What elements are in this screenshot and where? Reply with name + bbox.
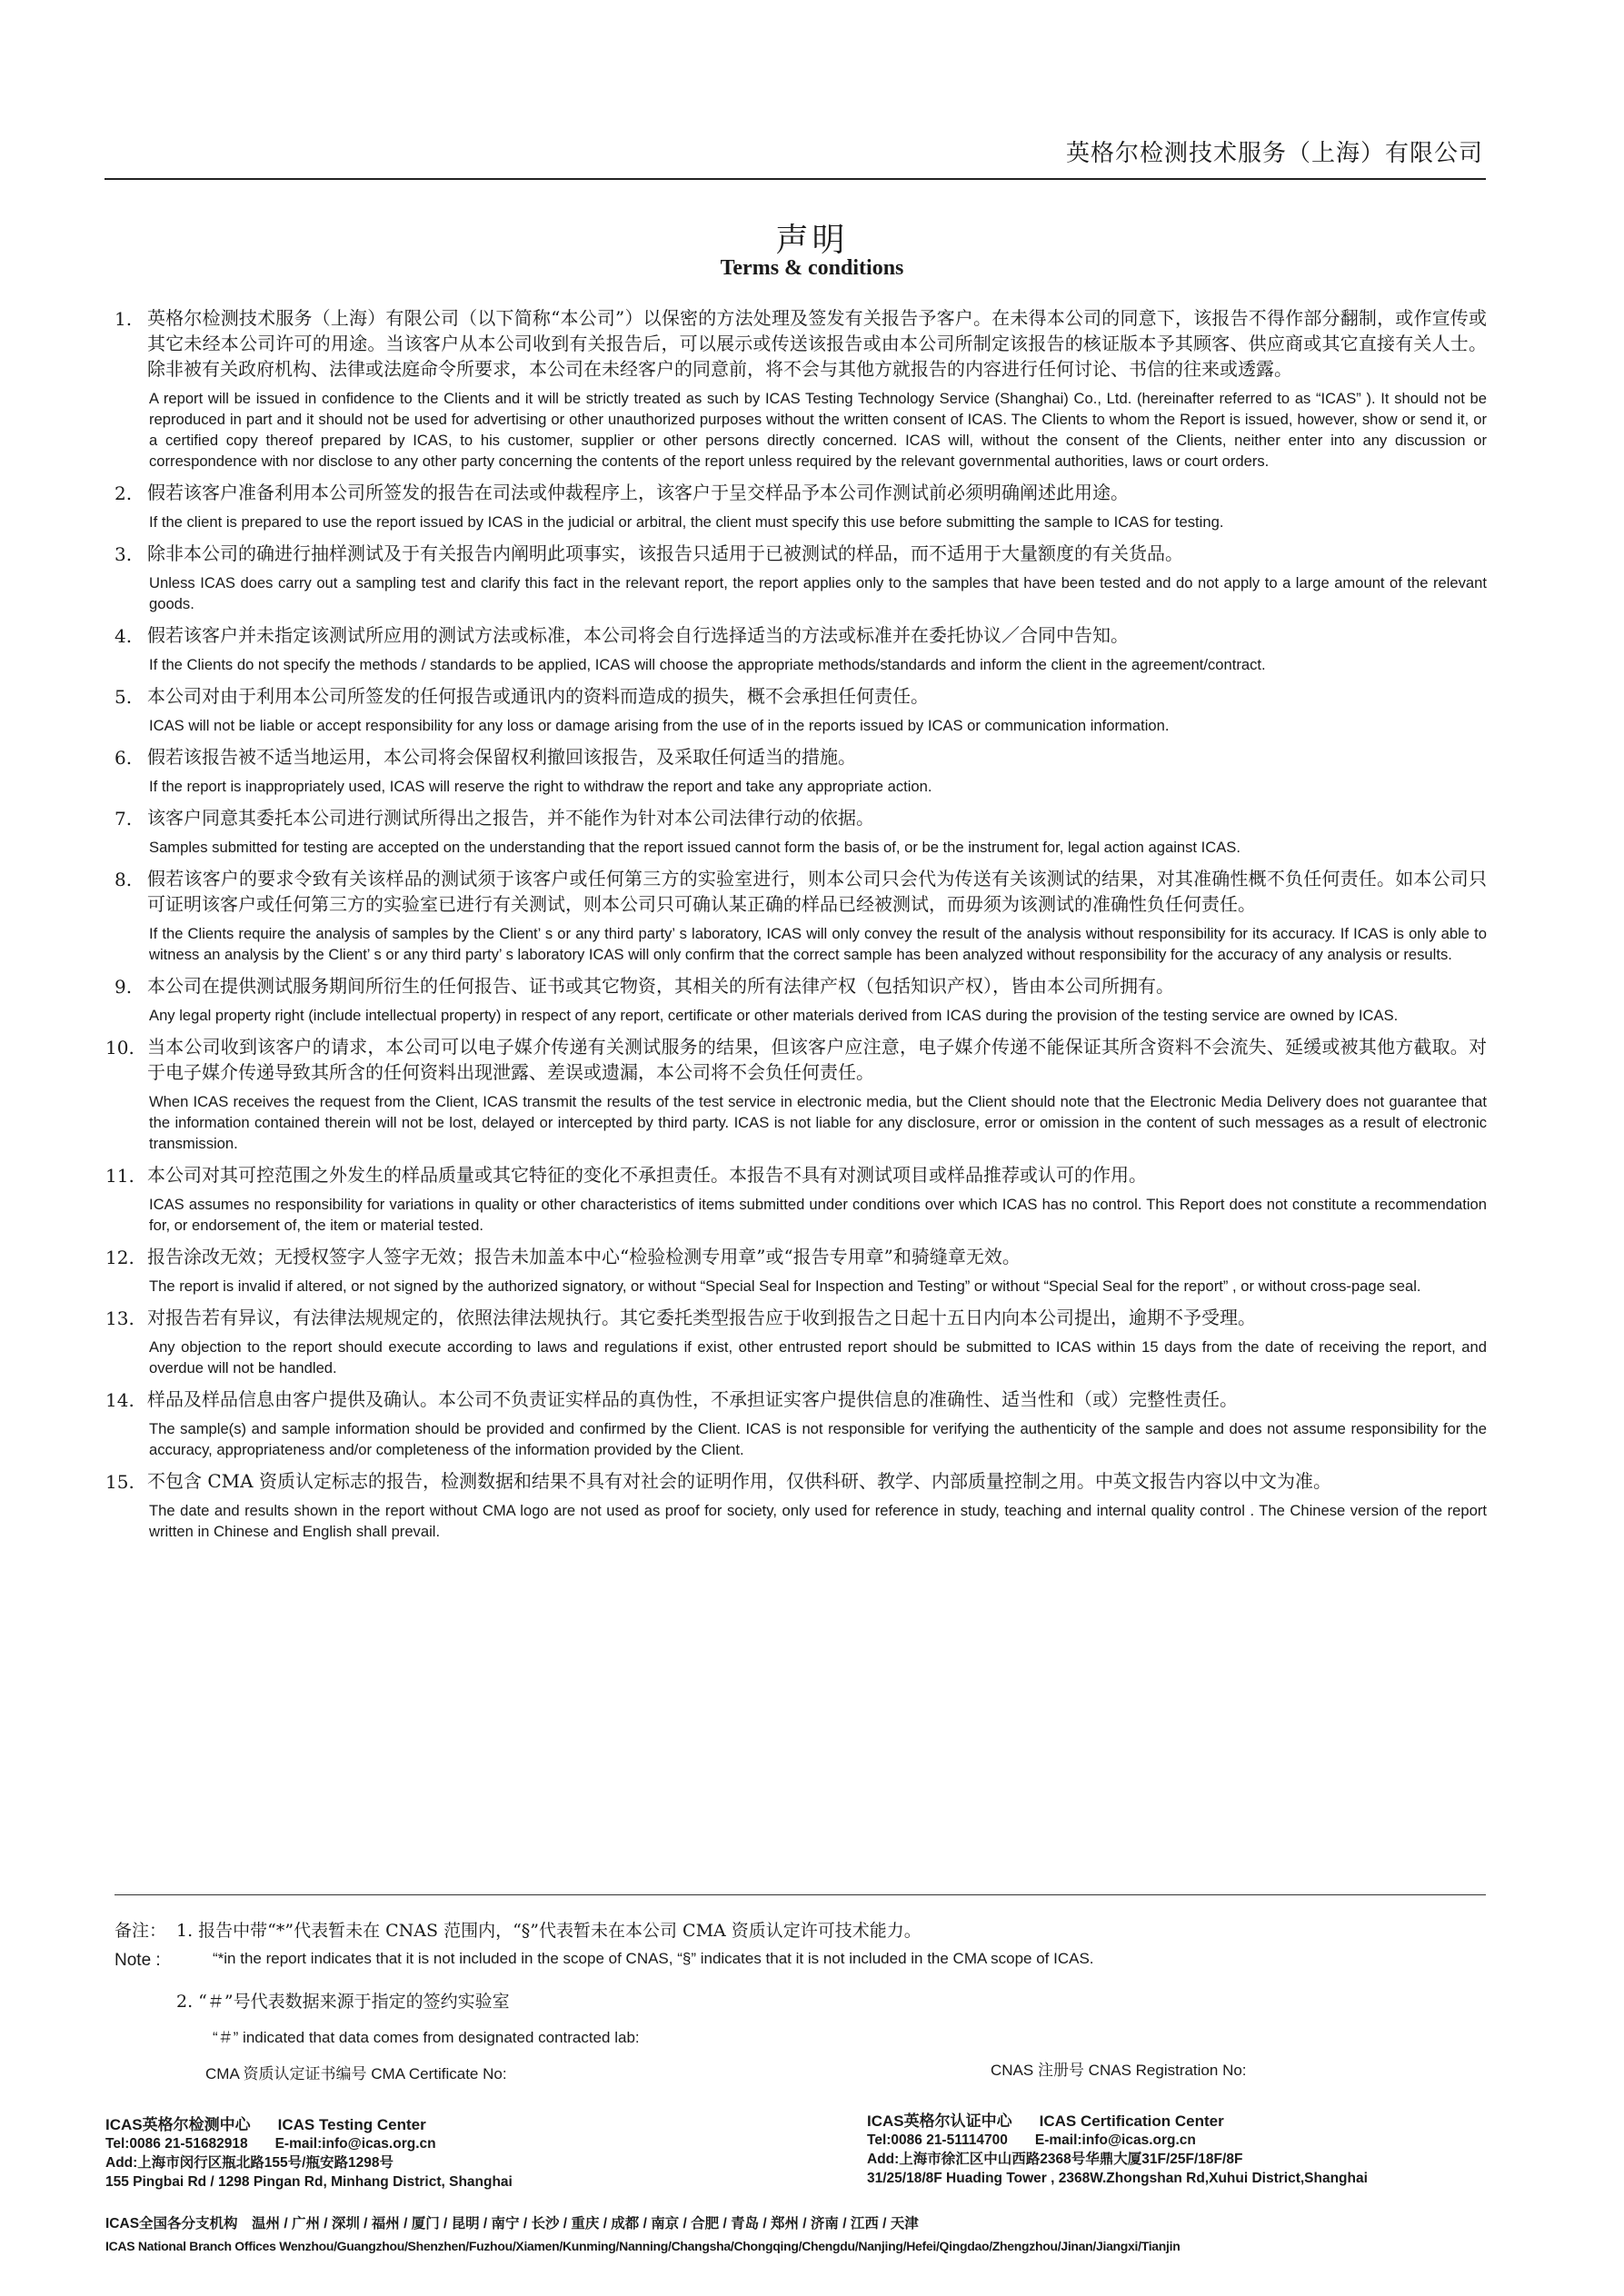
notes-divider <box>115 1894 1486 1895</box>
term-item <box>105 1162 1487 1236</box>
term-item <box>115 973 1487 1026</box>
term-number: 15. <box>105 1471 135 1493</box>
term-text-en: A report will be issued in confidence to the Clients and it will be strictly treated as such by ICAS Testing Technology Service (Shanghai) Co., Ltd. (hereinafter referred to as “ICAS” ). It should not be reproduced in part and it should not be used for advertising or other unauthorized purposes without the written consent of ICAS. The Clients to whom the Report is issued, however, show or send it, or a certified copy thereof prepared by ICAS, to his customer, supplier or other persons directly concerned. ICAS will, without the consent of the Clients, neither enter into any discussion or correspondence with nor disclose to any other party concerning the contents of the report unless required by the relevant governmental authorities, laws or court orders. <box>149 390 1487 470</box>
header-divider <box>105 178 1486 180</box>
branch-offices-cn: ICAS全国各分支机构 温州 / 广州 / 深圳 / 福州 / 厦门 / 昆明 / 南宁 / 长沙 / 重庆 / 成都 / 南京 / 合肥 / 青岛 / 郑州 / 济南 / 江西 / 天津 <box>105 2216 919 2231</box>
term-item <box>115 866 1487 965</box>
note-label-cn: 备注： <box>115 1921 167 1941</box>
note-2-cn: 2. “＃”号代表数据来源于指定的签约实验室 <box>176 1992 510 2012</box>
footer-certification-center <box>867 2112 1368 2188</box>
term-text-cn: 本公司对其可控范围之外发生的样品质量或其它特征的变化不承担责任。本报告不具有对测试项目或样品推荐或认可的作用。 <box>147 1164 1147 1186</box>
term-text-en: If the client is prepared to use the report issued by ICAS in the judicial or arbitral, the client must specify this use before submitting the sample to ICAS for testing. <box>149 513 1224 531</box>
term-item <box>115 744 1487 797</box>
term-number: 13. <box>105 1307 135 1329</box>
certification-center-address-cn: Add:上海市徐汇区中山西路2368号华鼎大厦31F/25F/18F/8F <box>867 2152 1243 2167</box>
testing-center-name-cn: ICAS英格尔检测中心 <box>105 2116 251 2133</box>
term-text-en: Unless ICAS does carry out a sampling test and clarify this fact in the relevant report, the report applies only to the samples that have been tested and do not apply to a large amount of the relevant goods. <box>149 574 1487 612</box>
term-item <box>115 683 1487 736</box>
term-number: 4. <box>115 625 133 647</box>
branch-offices-en: ICAS National Branch Offices Wenzhou/Guangzhou/Shenzhen/Fuzhou/Xiamen/Kunming/Nanning/Changsha/Chongqing/Chengdu/Nanjing/Hefei/Qingdao/Zhengzhou/Jinan/Jiangxi/Tianjin <box>105 2239 1181 2253</box>
testing-center-address-cn: Add:上海市闵行区瓶北路155号/瓶安路1298号 <box>105 2155 394 2171</box>
term-item <box>115 480 1487 532</box>
term-text-en: Samples submitted for testing are accepted on the understanding that the report issued cannot form the basis of, or be the instrument for, legal action against ICAS. <box>149 839 1240 856</box>
term-item <box>105 1034 1487 1154</box>
term-number: 7. <box>115 808 133 830</box>
testing-center-address-en: 155 Pingbai Rd / 1298 Pingan Rd, Minhang District, Shanghai <box>105 2174 513 2190</box>
term-number: 14. <box>105 1389 135 1411</box>
term-text-en: ICAS assumes no responsibility for variations in quality or other characteristics of items submitted under conditions over which ICAS has no control. This Report does not constitute a recommendation for, or endorsement of, the item or material tested. <box>149 1196 1487 1234</box>
terms-list <box>105 305 1487 1550</box>
term-text-cn: 样品及样品信息由客户提供及确认。本公司不负责证实样品的真伪性，不承担证实客户提供信息的准确性、适当性和（或）完整性责任。 <box>147 1388 1238 1410</box>
note-2-en: “＃” indicated that data comes from designated contracted lab: <box>213 2029 640 2046</box>
term-text-cn: 该客户同意其委托本公司进行测试所得出之报告，并不能作为针对本公司法律行动的依据。 <box>147 807 874 829</box>
term-number: 5. <box>115 686 133 708</box>
term-text-cn: 英格尔检测技术服务（上海）有限公司（以下简称“本公司”）以保密的方法处理及签发有关报告予客户。在未得本公司的同意下，该报告不得作部分翻制，或作宣传或其它未经本公司许可的用途。当该客户从本公司收到有关报告后，可以展示或传送该报告或由本公司所制定该报告的核证版本予其顾客、供应商或其它直接有关人士。除非被有关政府机构、法律或法庭命令所要求，本公司在未经客户的同意前，将不会与其他方就报告的内容进行任何讨论、书信的往来或透露。 <box>147 307 1487 380</box>
term-item <box>115 305 1487 472</box>
term-item <box>115 622 1487 675</box>
testing-center-email: E-mail:info@icas.org.cn <box>274 2136 436 2152</box>
testing-center-name-en: ICAS Testing Center <box>277 2116 426 2133</box>
term-number: 3. <box>115 543 133 565</box>
certification-center-email: E-mail:info@icas.org.cn <box>1034 2132 1196 2148</box>
certification-center-tel: Tel:0086 21-51114700 <box>867 2132 1008 2148</box>
term-text-en: Any objection to the report should execute according to laws and regulations if exist, other entrusted report should be submitted to ICAS within 15 days from the date of receiving the report, and overdue will not be handled. <box>149 1338 1487 1377</box>
term-text-cn: 本公司在提供测试服务期间所衍生的任何报告、证书或其它物资，其相关的所有法律产权（包括知识产权），皆由本公司所拥有。 <box>147 975 1174 997</box>
note-1-en: “*in the report indicates that it is not included in the scope of CNAS, “§” indicates that it is not included in the CMA scope of ICAS. <box>213 1950 1094 1967</box>
term-number: 11. <box>105 1165 135 1187</box>
title-chinese: 声明 <box>775 222 849 259</box>
term-number: 8. <box>115 869 133 890</box>
title-english: Terms & conditions <box>720 256 904 280</box>
term-text-cn: 本公司对由于利用本公司所签发的任何报告或通讯内的资料而造成的损失，概不会承担任何责任。 <box>147 685 929 707</box>
term-item <box>115 805 1487 858</box>
term-text-en: Any legal property right (include intellectual property) in respect of any report, certificate or other materials derived from ICAS during the provision of the testing service are owned by ICAS. <box>149 1007 1399 1024</box>
term-number: 2. <box>115 482 133 504</box>
term-item <box>105 1387 1487 1460</box>
company-name: 英格尔检测技术服务（上海）有限公司 <box>1065 140 1483 167</box>
term-text-en: If the report is inappropriately used, ICAS will reserve the right to withdraw the report and take any appropriate action. <box>149 778 932 795</box>
term-text-cn: 报告涂改无效；无授权签字人签字无效；报告未加盖本中心“检验检测专用章”或“报告专用章”和骑缝章无效。 <box>147 1246 1021 1267</box>
term-text-en: When ICAS receives the request from the Client, ICAS transmit the results of the test service in electronic media, but the Client should note that the Electronic Media Delivery does not guarantee that the information contained therein will not be lost, delayed or intercepted by third party. ICAS is not liable for any disclosure, error or omission in the content of such messages as a result of electronic transmission. <box>149 1093 1487 1152</box>
term-number: 10. <box>105 1037 135 1059</box>
term-item <box>105 1305 1487 1378</box>
term-item <box>105 1244 1487 1297</box>
cnas-registration-label: CNAS 注册号 CNAS Registration No: <box>991 2062 1247 2079</box>
certification-center-name-en: ICAS Certification Center <box>1039 2112 1224 2130</box>
term-text-en: The sample(s) and sample information should be provided and confirmed by the Client. ICAS is not responsible for verifying the authenticity of the sample and does not assume responsibility for the accuracy, appropriateness and/or completeness of the information provided by the Client. <box>149 1420 1487 1458</box>
branch-offices <box>105 2213 1490 2257</box>
note-1-cn: 1. 报告中带“*”代表暂未在 CNAS 范围内，“§”代表暂未在本公司 CMA 资质认定许可技术能力。 <box>176 1921 922 1941</box>
term-text-cn: 假若该客户并未指定该测试所应用的测试方法或标准，本公司将会自行选择适当的方法或标准并在委托协议／合同中告知。 <box>147 624 1129 646</box>
term-number: 9. <box>115 976 133 998</box>
term-text-cn: 除非本公司的确进行抽样测试及于有关报告内阐明此项事实，该报告只适用于已被测试的样品，而不适用于大量额度的有关货品。 <box>147 542 1183 564</box>
term-text-cn: 当本公司收到该客户的请求，本公司可以电子媒介传递有关测试服务的结果，但该客户应注意，电子媒介传递不能保证其所含资料不会流失、延缓或被其他方截取。对于电子媒介传递导致其所含的任何资料出现泄露、差误或遗漏，本公司将不会负任何责任。 <box>147 1036 1487 1083</box>
certification-center-address-en: 31/25/18/8F Huading Tower , 2368W.Zhongshan Rd,Xuhui District,Shanghai <box>867 2171 1368 2186</box>
term-text-en: If the Clients do not specify the methods / standards to be applied, ICAS will choose the appropriate methods/standards and inform the client in the agreement/contract. <box>149 656 1266 673</box>
term-text-en: The date and results shown in the report without CMA logo are not used as proof for society, only used for reference in study, teaching and internal quality control . The Chinese version of the report written in Chinese and English shall prevail. <box>149 1502 1487 1540</box>
testing-center-tel: Tel:0086 21-51682918 <box>105 2136 248 2152</box>
term-number: 6. <box>115 747 133 769</box>
term-text-cn: 假若该客户的要求令致有关该样品的测试须于该客户或任何第三方的实验室进行，则本公司只会代为传送有关该测试的结果，对其准确性概不负任何责任。如本公司只可证明该客户或任何第三方的实验室已进行有关测试，则本公司只可确认某正确的样品已经被测试，而毋须为该测试的准确性负任何责任。 <box>147 868 1487 915</box>
term-text-en: The report is invalid if altered, or not signed by the authorized signatory, or without “Special Seal for Inspection and Testing” or without “Special Seal for the report” , or without cross-page seal. <box>149 1277 1421 1295</box>
term-text-cn: 不包含 CMA 资质认定标志的报告，检测数据和结果不具有对社会的证明作用，仅供科研、教学、内部质量控制之用。中英文报告内容以中文为准。 <box>147 1470 1331 1492</box>
certification-center-name-cn: ICAS英格尔认证中心 <box>867 2112 1012 2130</box>
term-text-cn: 对报告若有异议，有法律法规规定的，依照法律法规执行。其它委托类型报告应于收到报告之日起十五日内向本公司提出，逾期不予受理。 <box>147 1307 1256 1328</box>
term-item <box>105 1468 1487 1542</box>
footer-testing-center <box>105 2115 513 2192</box>
term-item <box>115 541 1487 614</box>
cma-certificate-label: CMA 资质认定证书编号 CMA Certificate No: <box>205 2065 507 2082</box>
term-number: 1. <box>115 308 133 330</box>
term-text-cn: 假若该报告被不适当地运用，本公司将会保留权利撤回该报告，及采取任何适当的措施。 <box>147 746 856 768</box>
term-text-en: ICAS will not be liable or accept responsibility for any loss or damage arising from the use of in the reports issued by ICAS or communication information. <box>149 717 1170 734</box>
term-text-cn: 假若该客户准备利用本公司所签发的报告在司法或仲裁程序上，该客户于呈交样品予本公司作测试前必须明确阐述此用途。 <box>147 482 1129 503</box>
note-label-en: Note : <box>115 1951 161 1970</box>
term-text-en: If the Clients require the analysis of samples by the Client’ s or any third party’ s laboratory, ICAS will only convey the result of the analysis without responsibility for its accuracy. If ICAS is only able to witness an analysis by the Client’ s or any third party’ s laboratory ICAS will only confirm that the correct sample has been analyzed without responsibility for the accuracy of any analysis or results. <box>149 925 1487 963</box>
term-number: 12. <box>105 1247 135 1268</box>
